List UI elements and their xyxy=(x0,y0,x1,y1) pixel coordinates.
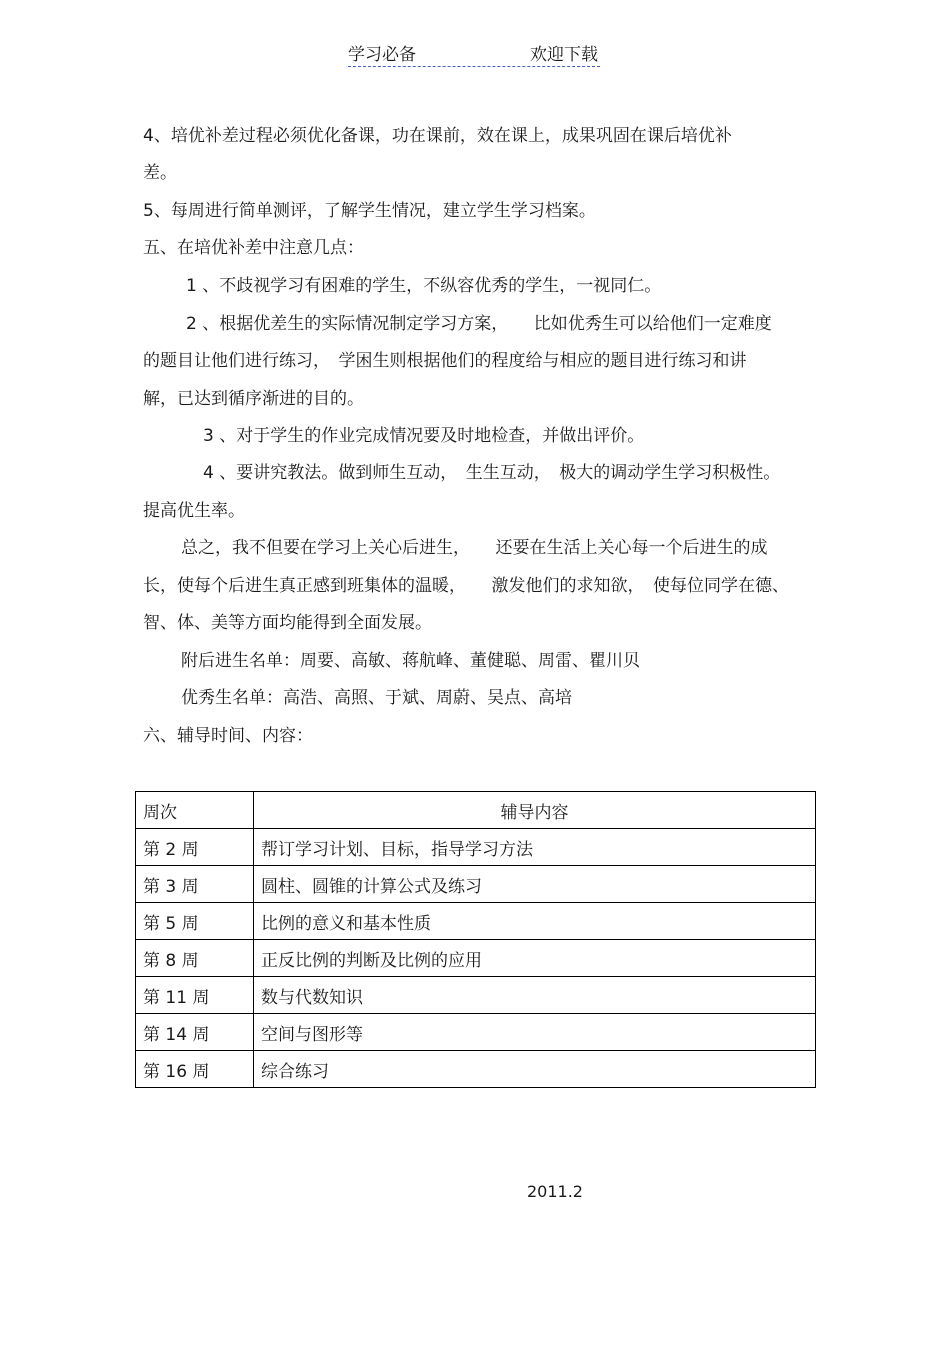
paragraph-line: 提高优生率。 xyxy=(143,501,245,521)
paragraph-line: 3 、对于学生的作业完成情况要及时地检查，并做出评价。 xyxy=(203,426,645,446)
week-cell: 第 16 周 xyxy=(136,1051,254,1088)
content-cell: 空间与图形等 xyxy=(254,1014,816,1051)
content-cell: 比例的意义和基本性质 xyxy=(254,903,816,940)
header-left-text: 学习必备 xyxy=(348,45,416,65)
content-cell: 帮订学习计划、目标，指导学习方法 xyxy=(254,829,816,866)
week-cell: 第 2 周 xyxy=(136,829,254,866)
paragraph-line: 2 、根据优差生的实际情况制定学习方案， 比如优秀生可以给他们一定难度 xyxy=(186,314,772,334)
content-cell: 数与代数知识 xyxy=(254,977,816,1014)
week-cell: 第 11 周 xyxy=(136,977,254,1014)
table-row xyxy=(136,903,816,940)
week-cell: 第 3 周 xyxy=(136,866,254,903)
table-header-cell: 辅导内容 xyxy=(254,792,816,829)
content-cell: 正反比例的判断及比例的应用 xyxy=(254,940,816,977)
document-date: 2011.2 xyxy=(527,1182,583,1201)
table-row xyxy=(136,1014,816,1051)
page-header xyxy=(348,40,600,67)
content-cell: 综合练习 xyxy=(254,1051,816,1088)
section-heading: 六、辅导时间、内容： xyxy=(143,726,313,746)
paragraph-line: 4、培优补差过程必须优化备课，功在课前，效在课上，成果巩固在课后培优补 xyxy=(143,126,732,146)
table-header-row xyxy=(136,792,816,829)
paragraph-line: 差。 xyxy=(143,163,177,183)
paragraph-line: 总之，我不但要在学习上关心后进生， 还要在生活上关心每一个后进生的成 xyxy=(181,538,768,558)
paragraph-line: 的题目让他们进行练习， 学困生则根据他们的程度给与相应的题目进行练习和讲 xyxy=(143,351,747,371)
week-cell: 第 5 周 xyxy=(136,903,254,940)
table-row xyxy=(136,829,816,866)
tutoring-schedule-table xyxy=(135,791,816,1088)
table-row xyxy=(136,866,816,903)
table-header-cell: 周次 xyxy=(136,792,254,829)
content-cell: 圆柱、圆锥的计算公式及练习 xyxy=(254,866,816,903)
week-cell: 第 14 周 xyxy=(136,1014,254,1051)
table-row xyxy=(136,940,816,977)
paragraph-line: 解，已达到循序渐进的目的。 xyxy=(143,389,364,409)
week-cell: 第 8 周 xyxy=(136,940,254,977)
weak-students-list: 附后进生名单：周要、高敏、蒋航峰、董健聪、周雷、瞿川贝 xyxy=(181,651,640,671)
table-row xyxy=(136,977,816,1014)
paragraph-line: 智、体、美等方面均能得到全面发展。 xyxy=(143,613,432,633)
section-heading: 五、在培优补差中注意几点： xyxy=(143,238,364,258)
header-right-text: 欢迎下载 xyxy=(530,45,598,65)
paragraph-line: 5、每周进行简单测评，了解学生情况，建立学生学习档案。 xyxy=(143,201,596,221)
paragraph-line: 长，使每个后进生真正感到班集体的温暖， 激发他们的求知欲， 使每位同学在德、 xyxy=(143,576,789,596)
paragraph-line: 1 、不歧视学习有困难的学生，不纵容优秀的学生，一视同仁。 xyxy=(186,276,662,296)
table-row xyxy=(136,1051,816,1088)
paragraph-line: 4 、要讲究教法。做到师生互动， 生生互动， 极大的调动学生学习积极性。 xyxy=(203,463,781,483)
excellent-students-list: 优秀生名单：高浩、高照、于斌、周蔚、吴点、高培 xyxy=(181,688,572,708)
